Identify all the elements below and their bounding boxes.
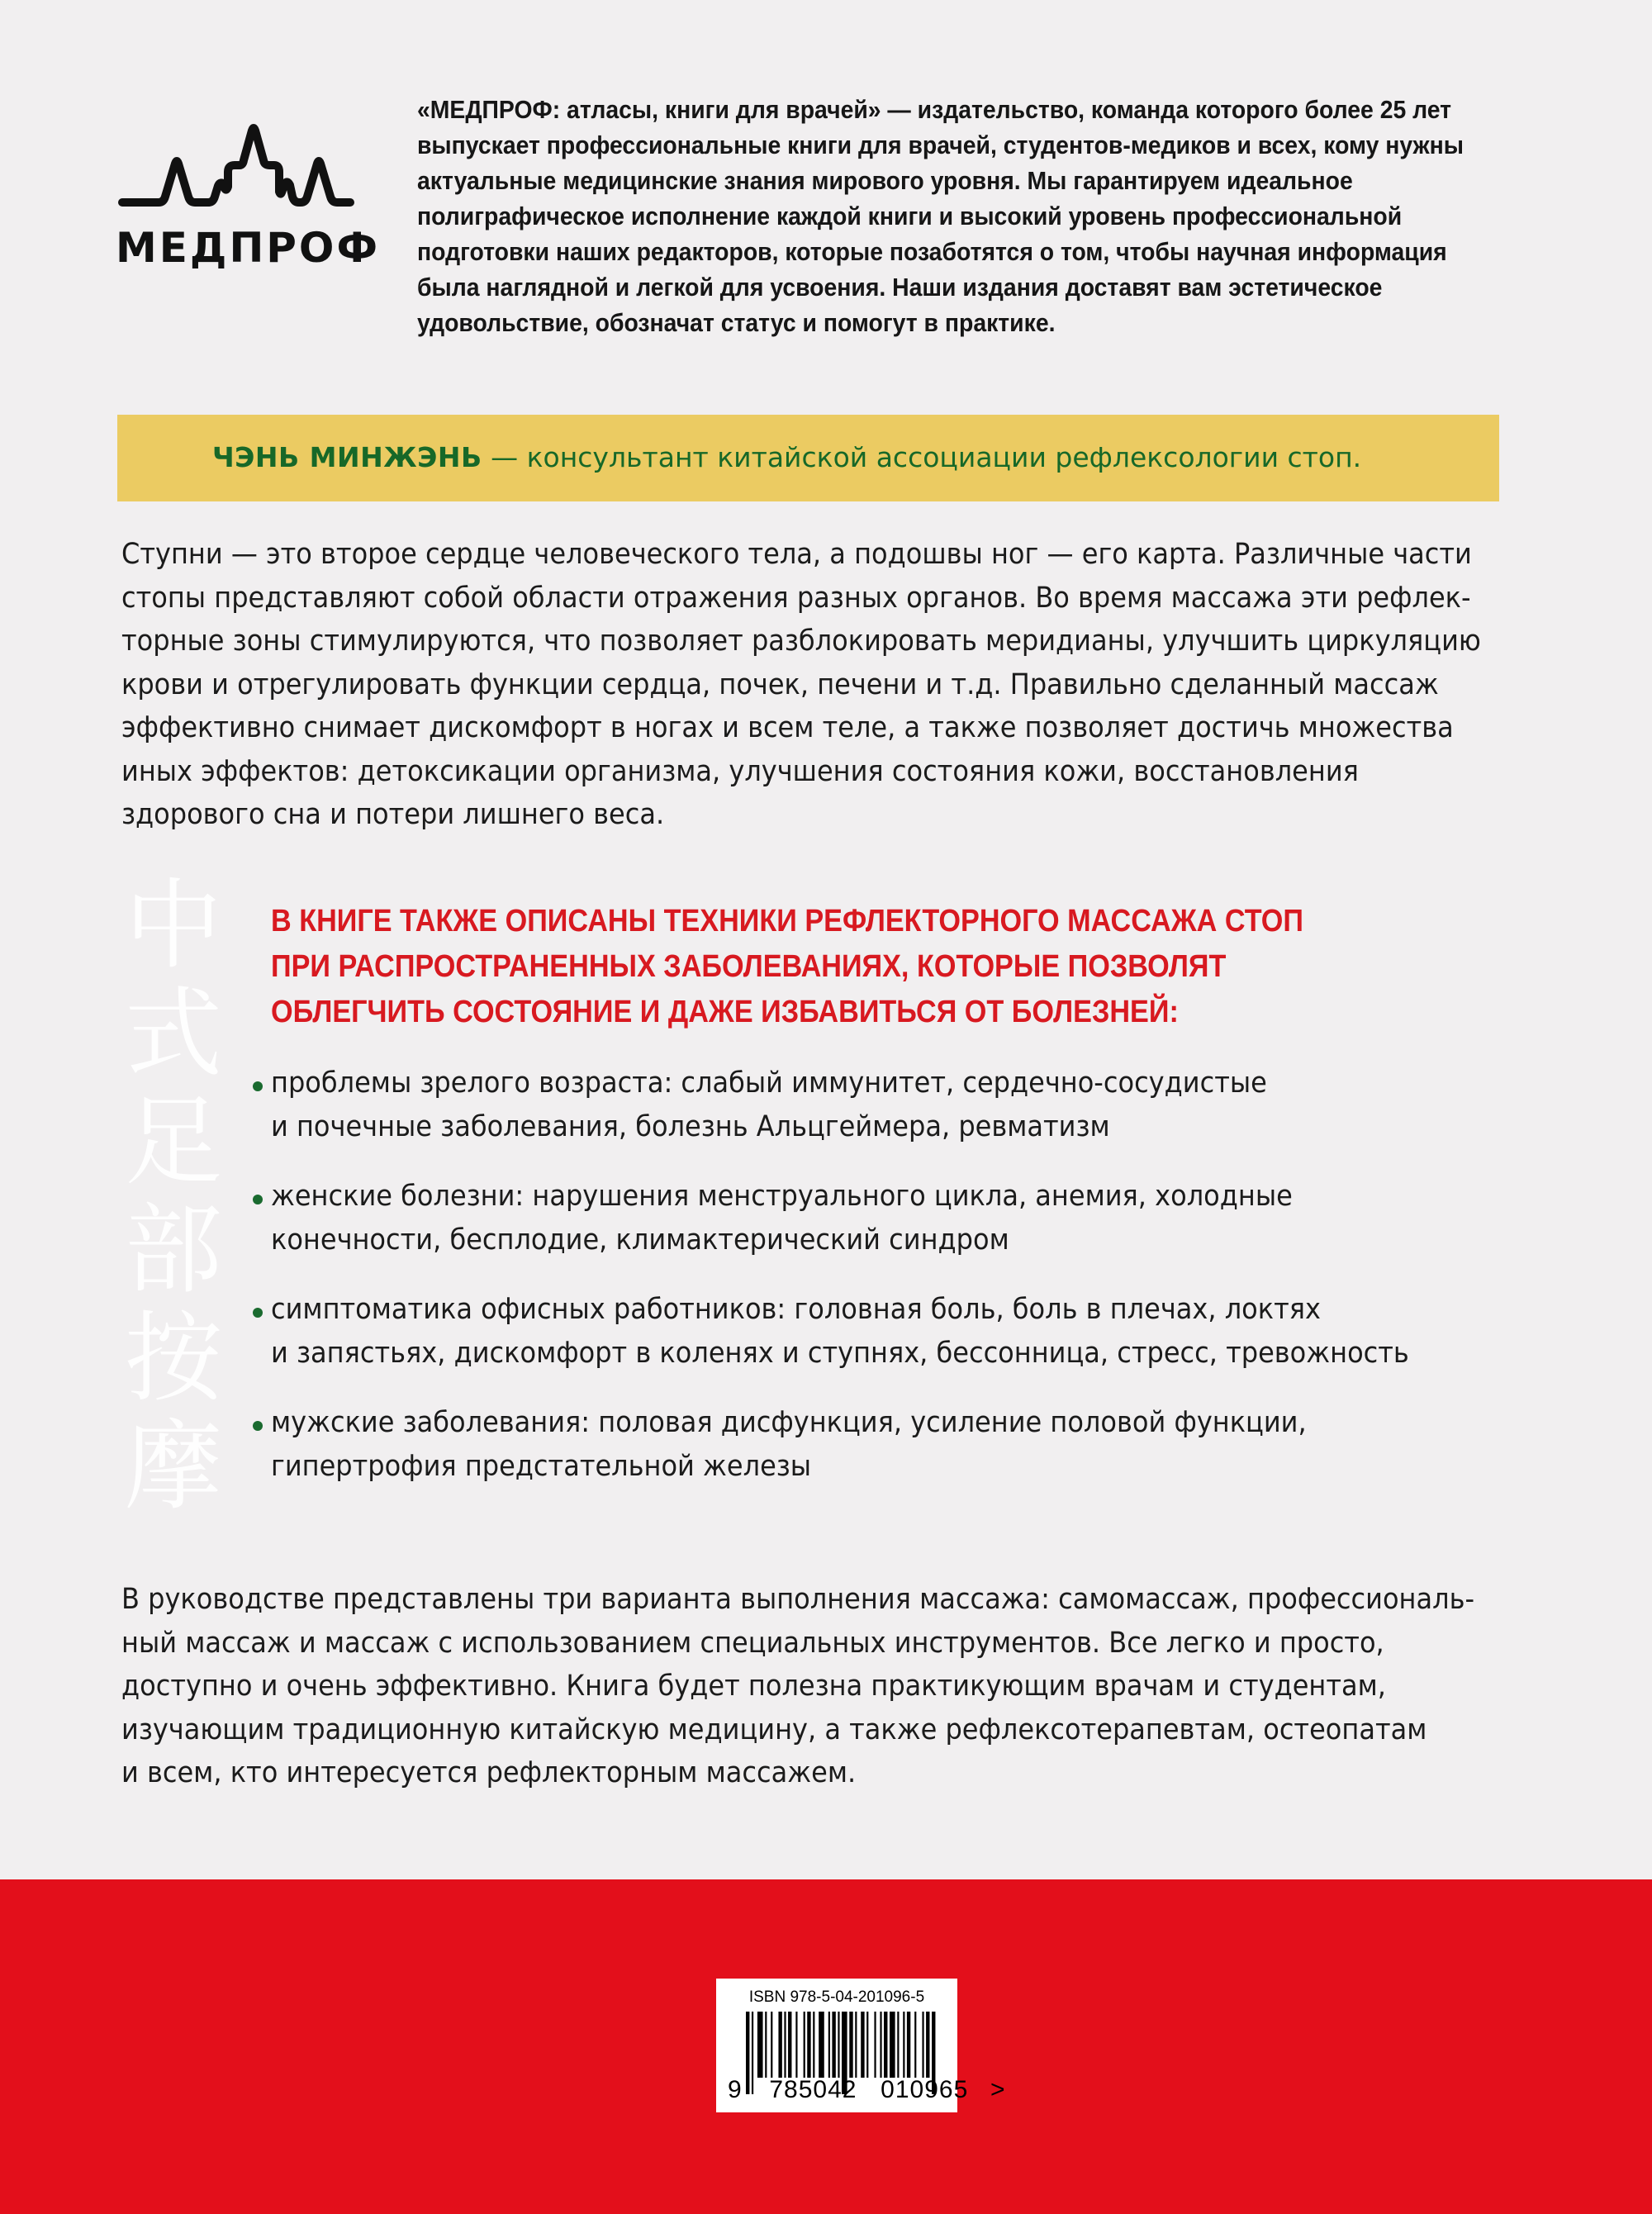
barcode-bar [813,2012,814,2078]
barcode-bar [884,2012,887,2078]
publisher-logo [116,116,381,281]
isbn-digits-left: 785042 [769,2076,857,2103]
author-name: ЧЭНЬ МИНЖЭНЬ [212,441,482,473]
barcode-bar [819,2012,824,2078]
barcode-bar [866,2012,868,2078]
conditions-list [248,1062,1536,1514]
intro-line: актуальные медицинские знания мирового уровня. Мы гарантируем идеальное [417,167,1353,195]
isbn-digits-right: 010965 [881,2076,969,2103]
author-banner-text [212,439,1361,476]
paragraph-line: эффективно снимает дискомфорт в ногах и всем теле, а также позволяет достичь множества [121,711,1454,744]
barcode-bar [804,2012,805,2078]
paragraph-line: торные зоны стимулируются, что позволяет разблокировать меридианы, улучшить циркуляцию [121,625,1481,658]
bullet-icon [253,1081,263,1091]
barcode-bar [880,2012,881,2078]
barcode-bar [861,2012,864,2078]
summary-paragraph [121,1578,1558,1795]
barcode-bar [890,2012,895,2078]
isbn-label: ISBN 978-5-04-201096-5 [748,1988,925,2006]
logo-wordmark: МЕДПРОФ [116,224,381,272]
chinese-title-watermark [120,868,227,1523]
isbn-barcode-block [716,1979,1006,2112]
bullet-icon [253,1195,263,1204]
barcode-bar [771,2012,772,2078]
intro-line: была наглядной и легкой для усвоения. Наши издания доставят вам эстетическое [417,273,1383,302]
barcode-bar [897,2012,899,2078]
barcode-bar [922,2012,923,2078]
isbn-digits [728,2076,1006,2104]
cjk-character: 足 [124,1085,222,1199]
barcode-bar [838,2012,839,2078]
barcode-bar [807,2012,810,2078]
list-item-line: и запястьях, дискомфорт в коленях и ступнях, бессонница, стресс, тревожность [271,1337,1409,1370]
techniques-heading [271,899,1386,1035]
barcode-bar [788,2012,791,2078]
intro-line: выпускает профессиональные книги для врачей, студентов-медиков и всех, кому нужны [417,131,1464,159]
list-item [248,1288,1536,1401]
barcode-bar [778,2012,781,2078]
list-item-line: конечности, бесплодие, климактерический синдром [271,1223,1009,1257]
barcode-bar [795,2012,797,2078]
author-description: — консультант китайской ассоциации рефлексологии стоп. [482,441,1362,473]
barcode-bar [828,2012,830,2078]
publisher-intro [417,93,1516,341]
heading-line: ПРИ РАСПРОСТРАНЕННЫХ ЗАБОЛЕВАНИЯХ, КОТОРЫЕ ПОЗВОЛЯТ [271,949,1227,984]
barcode-bar [832,2012,835,2078]
paragraph-line: стопы представляют собой области отражения разных органов. Во время массажа эти рефлек- [121,581,1471,615]
barcode-bar [855,2012,857,2078]
cjk-character: 按 [124,1301,222,1415]
list-item-line: симптоматика офисных работников: головная боль, боль в плечах, локтях [271,1293,1321,1326]
list-item [248,1401,1536,1514]
paragraph-line: доступно и очень эффективно. Книга будет полезна практикующим врачам и студентам, [121,1670,1386,1703]
list-item-line: и почечные заболевания, болезнь Альцгеймера, ревматизм [271,1110,1110,1143]
paragraph-line: В руководстве представлены три варианта выполнения массажа: самомассаж, профессиональ- [121,1583,1475,1616]
footer-band [0,1879,1652,2214]
list-item-line: гипертрофия предстательной железы [271,1450,812,1483]
barcode-bar [757,2012,763,2078]
paragraph-line: ный массаж и массаж с использованием специальных инструментов. Все легко и просто, [121,1626,1384,1660]
intro-line: «МЕДПРОФ: атласы, книги для врачей» — издательство, команда которого более 25 лет [417,96,1452,124]
isbn-end-marker: > [990,2076,1006,2103]
description-paragraph [121,533,1558,837]
barcode-bar [926,2012,929,2078]
list-item-line: проблемы зрелого возраста: слабый иммунитет, сердечно-сосудистые [271,1067,1267,1100]
list-item-line: женские болезни: нарушения менструального цикла, анемия, холодные [271,1180,1293,1213]
intro-line: удовольствие, обозначат статус и помогут в практике. [417,309,1056,337]
barcode-bar [907,2012,910,2078]
barcode-bar [914,2012,916,2078]
barcode-bar [903,2012,904,2078]
paragraph-line: и всем, кто интересуется рефлекторным массажем. [121,1756,857,1789]
paragraph-line: здорового сна и потери лишнего веса. [121,798,665,831]
intro-line: полиграфическое исполнение каждой книги и высокий уровень профессиональной [417,202,1403,230]
bullet-icon [253,1421,263,1431]
barcode-bar [874,2012,876,2078]
paragraph-line: изучающим традиционную китайскую медицину, а также рефлексотерапевтам, остеопатам [121,1713,1427,1746]
list-item-line: мужские заболевания: половая дисфункция, усиление половой функции, [271,1406,1307,1439]
cjk-character: 中 [124,868,222,982]
paragraph-line: крови и отрегулировать функции сердца, почек, печени и т.д. Правильно сделанный массаж [121,668,1439,701]
cjk-character: 摩 [124,1409,222,1523]
paragraph-line: Ступни — это второе сердце человеческого тела, а подошвы ног — его карта. Различные части [121,538,1472,571]
heading-line: В КНИГЕ ТАКЖЕ ОПИСАНЫ ТЕХНИКИ РЕФЛЕКТОРНОГО МАССАЖА СТОП [271,904,1303,938]
isbn-digit-first: 9 [728,2076,743,2103]
barcode-bar [849,2012,852,2078]
author-banner [117,415,1499,501]
list-item [248,1175,1536,1288]
list-item [248,1062,1536,1175]
barcode-bar [765,2012,767,2078]
bullet-icon [253,1308,263,1318]
cjk-character: 部 [124,1193,222,1307]
cjk-character: 式 [124,976,222,1090]
intro-line: подготовки наших редакторов, которые позаботятся о том, чтобы научная информация [417,238,1447,266]
paragraph-line: иных эффектов: детоксикации организма, улучшения состояния кожи, восстановления [121,754,1359,788]
heading-line: ОБЛЕГЧИТЬ СОСТОЯНИЕ И ДАЖЕ ИЗБАВИТЬСЯ ОТ БОЛЕЗНЕЙ: [271,995,1179,1029]
skyline-icon [116,116,355,223]
barcode-bar [784,2012,786,2078]
